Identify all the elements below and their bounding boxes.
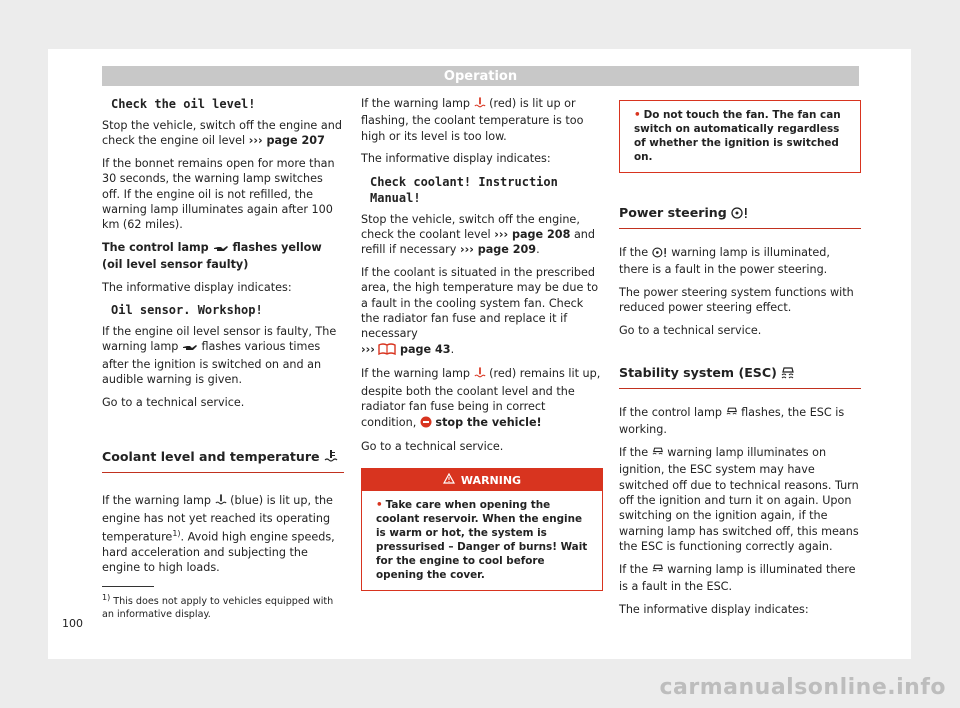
heading-esc: Stability system (ESC) bbox=[619, 361, 861, 389]
oil-lamp-icon bbox=[213, 242, 229, 257]
warning-triangle-icon bbox=[443, 473, 455, 487]
watermark: carmanualsonline.info bbox=[659, 675, 946, 700]
paragraph: The informative display indicates: bbox=[102, 280, 292, 294]
paragraph: If the warning lamp (blue) is lit up, the engine has not yet reached its operating temperature$^{1)}$. Avoid high engine speeds, hard acceleration and subjecting the engine to high loads. bbox=[102, 494, 335, 575]
stop-icon bbox=[420, 416, 432, 432]
warning-header: WARNING bbox=[362, 469, 602, 491]
display-message-oil-level: Check the oil level! bbox=[111, 97, 256, 111]
paragraph: The control lamp flashes yellow (oil level sensor faulty) bbox=[102, 240, 322, 272]
esc-icon bbox=[652, 446, 664, 462]
display-message-oil-sensor: Oil sensor. Workshop! bbox=[111, 303, 263, 318]
column-3 bbox=[619, 96, 861, 624]
footnote-marker: 1) bbox=[172, 528, 181, 538]
warning-box bbox=[361, 468, 603, 591]
warning-text: • Take care when opening the coolant reservoir. When the engine is warm or hot, the system is pressurised – Danger of burns! Wait for the engine to cool before opening the cover. bbox=[376, 499, 588, 582]
coolant-temperature-icon bbox=[324, 450, 338, 466]
coolant-temperature-red-icon bbox=[474, 97, 486, 113]
paragraph: If the warning lamp (red) remains lit up, despite both the coolant level and the radiator fan fuse being in correct condition, stop the vehicle! bbox=[361, 366, 603, 432]
page-link[interactable]: page 43 bbox=[399, 342, 451, 356]
paragraph: If the coolant is situated in the prescribed area, the high temperature may be due to a fault in the cooling system fan. Check the radiator fan fuse and replace it if necessary ››› page 43. bbox=[361, 265, 603, 359]
coolant-temperature-red-icon bbox=[474, 367, 486, 383]
paragraph: The power steering system functions with reduced power steering effect. bbox=[619, 285, 854, 315]
paragraph: Go to a technical service. bbox=[361, 439, 504, 453]
paragraph: If the warning lamp illuminates on ignition, the ESC system may have switched off due to technical reasons. Turn off the ignition and turn it on again. Upon switching on the ignition again, if the warning lamp has switched off, this means the ESC is functioning correctly again. bbox=[619, 445, 859, 554]
display-message-coolant: Check coolant! Instruction Manual! bbox=[370, 174, 558, 205]
paragraph: Go to a technical service. bbox=[619, 323, 762, 337]
heading-power-steering: Power steering bbox=[619, 201, 861, 229]
paragraph: Go to a technical service. bbox=[102, 395, 245, 409]
footnote-divider bbox=[102, 586, 154, 587]
esc-icon bbox=[652, 563, 664, 579]
esc-icon bbox=[726, 406, 738, 422]
page-number: 100 bbox=[62, 617, 83, 630]
paragraph: If the warning lamp (red) is lit up or flashing, the coolant temperature is too high or its level is too low. bbox=[361, 97, 584, 143]
heading-coolant: Coolant level and temperature bbox=[102, 445, 344, 473]
section-header bbox=[102, 66, 859, 86]
oil-lamp-icon bbox=[182, 341, 198, 356]
paragraph: Stop the vehicle, switch off the engine and check the engine oil level ››› page 207 bbox=[102, 119, 342, 148]
column-2 bbox=[361, 96, 603, 591]
page-link-arrows[interactable]: ››› bbox=[361, 342, 375, 356]
column-1 bbox=[102, 96, 344, 583]
footnote: $^{1)}$ This does not apply to vehicles equipped with an informative display. bbox=[102, 593, 334, 620]
esc-icon bbox=[781, 366, 795, 382]
paragraph: If the engine oil level sensor is faulty, The warning lamp flashes various times after the ignition is switched on and an audible warning is given. bbox=[102, 325, 337, 387]
paragraph: If the bonnet remains open for more than 30 seconds, the warning lamp switches off. If the engine oil is not refilled, the warning lamp illuminates again after 100 km (62 miles). bbox=[102, 156, 335, 232]
paragraph: If the warning lamp is illuminated there is a fault in the ESC. bbox=[619, 562, 856, 594]
steering-wheel-icon bbox=[731, 207, 749, 222]
steering-wheel-icon bbox=[652, 247, 668, 262]
paragraph: Stop the vehicle, switch off the engine, check the coolant level ››› page 208 and refill if necessary ››› page 209. bbox=[361, 212, 595, 257]
book-icon bbox=[378, 343, 396, 359]
warning-box-continued bbox=[619, 100, 861, 173]
page-link[interactable]: ››› page 208 bbox=[494, 228, 571, 242]
coolant-temperature-icon bbox=[215, 494, 227, 510]
paragraph: The informative display indicates: bbox=[619, 602, 809, 616]
paragraph: If the control lamp flashes, the ESC is working. bbox=[619, 406, 845, 437]
page-link[interactable]: ››› page 209 bbox=[459, 243, 537, 257]
header-title: Operation bbox=[443, 68, 518, 84]
warning-text: • Do not touch the fan. The fan can switch on automatically regardless of whether the ignition is switched on. bbox=[634, 109, 841, 163]
paragraph: If the warning lamp is illuminated, there is a fault in the power steering. bbox=[619, 246, 830, 277]
page-link[interactable]: ››› page 207 bbox=[248, 134, 325, 148]
paragraph: The informative display indicates: bbox=[361, 152, 551, 166]
